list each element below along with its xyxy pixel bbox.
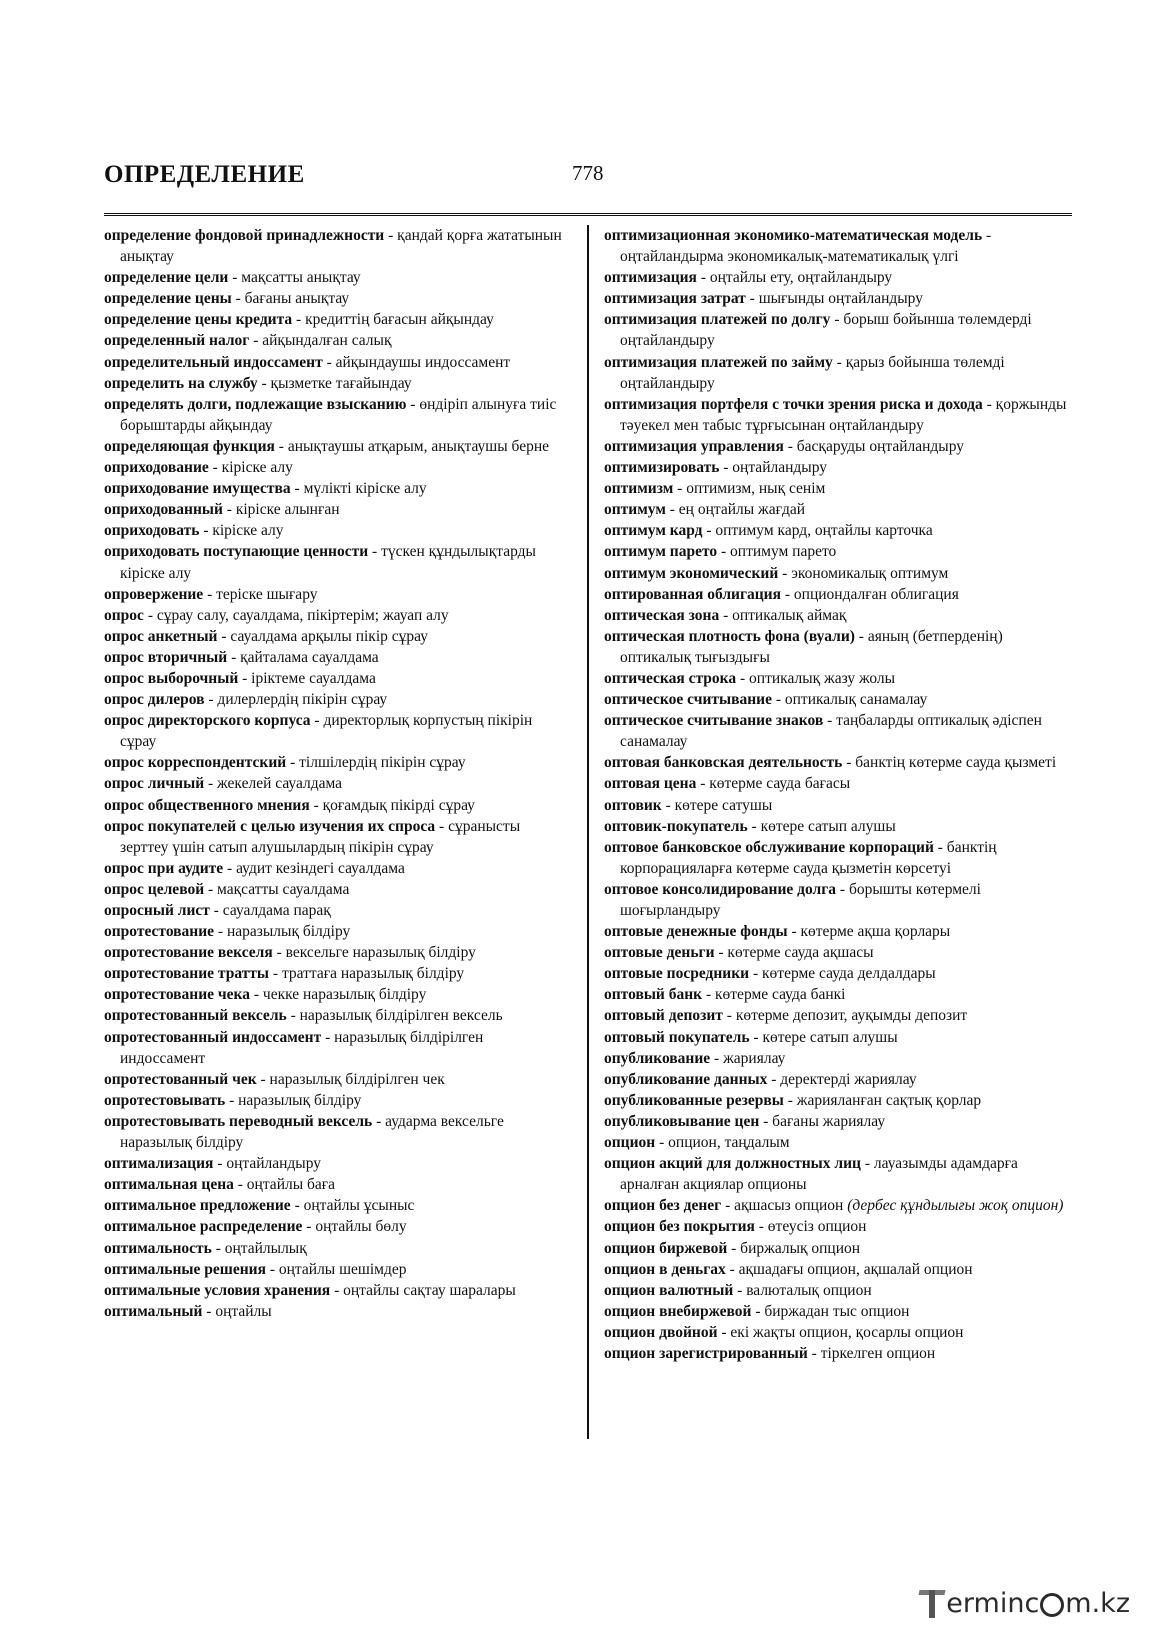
entry-term: оптовая банковская деятельность — [604, 754, 843, 772]
entry-term: опротестовывать — [104, 1091, 226, 1109]
entry-term: опрос корреспондентский — [104, 754, 287, 772]
entry-definition: - лауазымды адамдарға арналған акциялар опционы — [620, 1155, 1018, 1194]
dictionary-entry — [604, 309, 1072, 351]
entry-definition: - айқындалған салық — [249, 332, 392, 350]
entry-term: оптимум — [604, 501, 666, 519]
entry-term: оптимальное предложение — [104, 1197, 291, 1215]
entry-definition: - оңтайлылық — [211, 1239, 307, 1257]
entry-definition: - траттаға наразылық білдіру — [269, 965, 465, 983]
entry-definition: - жарияланған сақтық қорлар — [783, 1091, 982, 1109]
dictionary-entry — [104, 900, 570, 921]
entry-definition: - сұрау салу, сауалдама, пікіртерім; жауап алу — [143, 606, 449, 624]
entry-definition: - оңтайландыру — [719, 459, 827, 477]
entry-term: оптимальный — [104, 1302, 203, 1320]
entry-term: определение фондовой принадлежности — [104, 227, 385, 244]
entry-term: оприходовать поступающие ценности — [104, 543, 369, 561]
entry-definition: - оңтайлы бөлу — [302, 1218, 407, 1236]
entry-term: опротестованный индоссамент — [104, 1028, 322, 1046]
entry-term: опцион без покрытия — [604, 1218, 755, 1236]
dictionary-entry — [604, 1259, 1072, 1280]
entry-definition: - оңтайлы баға — [233, 1176, 336, 1194]
dictionary-entry — [604, 1343, 1072, 1364]
dictionary-entry — [604, 1132, 1072, 1153]
entry-term: оптимизация затрат — [604, 290, 746, 308]
entry-term: опротестование чека — [104, 986, 250, 1004]
entry-definition: - сауалдама арқылы пікір сұрау — [217, 627, 428, 645]
dictionary-entry — [104, 225, 570, 267]
entry-definition: - мүлікті кіріске алу — [290, 480, 427, 498]
entry-term: опрос общественного мнения — [104, 796, 310, 814]
entry-term: оптовик — [604, 796, 662, 814]
entry-definition: - мақсатты анықтау — [228, 269, 361, 287]
entry-term: опротестование векселя — [104, 944, 273, 962]
dictionary-entry — [604, 1280, 1072, 1301]
entry-term: оптическая строка — [604, 669, 737, 687]
entry-definition: - оңтайлы ету, оңтайландыру — [696, 269, 893, 287]
dictionary-entry — [104, 879, 570, 900]
dictionary-entry — [104, 605, 570, 626]
entry-term: опровержение — [104, 585, 204, 603]
entry-term: опрос покупателей с целью изучения их спроса — [104, 817, 436, 835]
entry-term: опубликование данных — [604, 1070, 768, 1088]
entry-definition: - наразылық білдіру — [214, 923, 351, 941]
entry-term: опросный лист — [104, 902, 210, 919]
dictionary-entry — [104, 963, 570, 984]
entry-term: определить на службу — [104, 374, 258, 392]
entry-definition: - іріктеме сауалдама — [238, 669, 376, 687]
entry-definition: - қарыз бойынша төлемді оңтайландыру — [620, 353, 1005, 392]
entry-term: оптимальные решения — [104, 1260, 266, 1278]
dictionary-entry — [604, 1069, 1072, 1090]
dictionary-entry — [604, 457, 1072, 478]
entry-definition: - борыш бойынша төлемдерді оңтайландыру — [620, 311, 1032, 350]
dictionary-entry — [604, 436, 1072, 457]
entry-definition: - басқаруды оңтайландыру — [783, 437, 965, 455]
entry-term: оприходовать — [104, 522, 200, 540]
entry-term: опротестование — [104, 923, 215, 941]
dictionary-entry — [104, 330, 570, 351]
dictionary-entry — [604, 1027, 1072, 1048]
entry-term: оптовая цена — [604, 775, 697, 793]
entry-term: оптическое считывание — [604, 691, 772, 709]
dictionary-entry — [104, 1259, 570, 1280]
dictionary-entry — [604, 1216, 1072, 1237]
entry-definition: - оңтайлы — [202, 1302, 272, 1320]
entry-definition: - көтере сатушы — [661, 796, 773, 814]
dictionary-entry — [604, 668, 1072, 689]
dictionary-entry — [104, 394, 570, 436]
entry-definition: - оптикалық санамалау — [771, 691, 928, 709]
entry-term: оптовое банковское обслуживание корпораций — [604, 838, 934, 856]
entry-definition: - түскен құндылықтарды кіріске алу — [120, 543, 536, 582]
entry-term: оптовый покупатель — [604, 1028, 750, 1046]
dictionary-entry — [604, 837, 1072, 879]
entry-term: опрос — [104, 606, 144, 624]
running-head: ОПРЕДЕЛЕНИЕ — [104, 161, 305, 188]
dictionary-entry — [604, 394, 1072, 436]
entry-definition: - тіркелген опцион — [807, 1344, 936, 1362]
dictionary-entry — [604, 626, 1072, 668]
entry-definition: - кіріске алынған — [222, 501, 340, 519]
entry-definition: - оптикалық жазу жолы — [736, 669, 896, 687]
entry-term: оптовые деньги — [604, 944, 715, 962]
dictionary-entry — [104, 1153, 570, 1174]
entry-definition: - экономикалық оптимум — [778, 564, 949, 582]
dictionary-entry — [604, 984, 1072, 1005]
entry-definition: - екі жақты опцион, қосарлы опцион — [717, 1323, 964, 1341]
dictionary-entry — [104, 1216, 570, 1237]
entry-term: опрос личный — [104, 775, 205, 793]
dictionary-entry — [604, 710, 1072, 752]
entry-term: оптическое считывание знаков — [604, 712, 824, 730]
entry-definition: - бағаны анықтау — [231, 290, 350, 308]
entry-definition: - жекелей сауалдама — [204, 775, 343, 793]
dictionary-entry — [104, 288, 570, 309]
entry-definition: - қызметке тағайындау — [257, 374, 412, 392]
entry-definition: - опцион, таңдалым — [655, 1134, 790, 1152]
entry-definition: - кредиттің бағасын айқындау — [292, 311, 494, 329]
dictionary-entry — [604, 605, 1072, 626]
entry-definition: - деректерді жариялау — [767, 1070, 917, 1088]
entry-definition: - чекке наразылық білдіру — [250, 986, 427, 1004]
entry-definition: - бағаны жариялау — [759, 1112, 886, 1130]
entry-definition: - ақшасыз опцион — [721, 1197, 848, 1215]
dictionary-entry — [104, 942, 570, 963]
entry-term: определять долги, подлежащие взысканию — [104, 395, 407, 413]
entry-definition: - наразылық білдірілген чек — [256, 1070, 445, 1088]
entry-term: оптимум парето — [604, 543, 718, 561]
entry-term: оптимизация портфеля с точки зрения риска и дохода — [604, 395, 983, 413]
entry-term: оприходование — [104, 459, 209, 477]
entry-definition: - сауалдама парақ — [209, 902, 331, 919]
dictionary-entry — [604, 1322, 1072, 1343]
dictionary-entry — [104, 1005, 570, 1026]
entry-definition: - наразылық білдірілген вексель — [286, 1007, 503, 1025]
dictionary-entry — [104, 1174, 570, 1195]
dictionary-entry — [104, 373, 570, 394]
dictionary-entry — [604, 689, 1072, 710]
entry-definition: - вексельге наразылық білдіру — [272, 944, 476, 962]
dictionary-entry — [604, 921, 1072, 942]
entry-definition: - оптимизм, нық сенім — [673, 480, 826, 498]
dictionary-entry — [604, 352, 1072, 394]
dictionary-entry — [604, 1111, 1072, 1132]
entry-definition: - аударма вексельге наразылық білдіру — [120, 1112, 504, 1152]
entry-definition: - шығынды оңтайландыру — [745, 290, 923, 308]
dictionary-entry — [104, 1111, 570, 1153]
entry-definition: - оңтайландырма экономикалық-математикалық үлгі — [620, 227, 992, 266]
entry-term: опротестованный чек — [104, 1070, 257, 1088]
entry-term: опубликование — [604, 1049, 711, 1067]
left-column — [104, 225, 570, 1322]
dictionary-entry — [604, 752, 1072, 773]
entry-term: оптимизм — [604, 480, 674, 498]
entry-term: опцион двойной — [604, 1323, 718, 1341]
dictionary-entry — [104, 858, 570, 879]
entry-term: оптимальная цена — [104, 1176, 234, 1194]
entry-term: оптимизация — [604, 269, 697, 287]
dictionary-entry — [104, 626, 570, 647]
entry-definition: - теріске шығару — [203, 585, 318, 603]
entry-definition: - ең оңтайлы жағдай — [665, 501, 806, 519]
entry-definition: - өндіріп алынуға тиіс борыштарды айқындау — [120, 395, 557, 434]
entry-definition: - наразылық білдіру — [225, 1091, 362, 1109]
entry-definition: - көтерме сауда банкі — [702, 986, 846, 1004]
entry-term: оптимизация платежей по долгу — [604, 311, 831, 329]
entry-term: оптовые денежные фонды — [604, 923, 788, 941]
entry-definition: - аудит кезіндегі сауалдама — [223, 859, 405, 877]
dictionary-entry — [104, 520, 570, 541]
entry-definition: - көтере сатып алушы — [749, 1028, 898, 1046]
entry-definition: - анықтаушы атқарым, анықтаушы берне — [274, 437, 550, 455]
entry-definition: - дилерлердің пікірін сұрау — [204, 691, 388, 709]
entry-note: (дербес құндылығы жоқ опцион) — [847, 1197, 1064, 1215]
entry-definition: - мақсатты сауалдама — [204, 880, 350, 898]
right-column — [604, 225, 1072, 1364]
entry-definition: - оңтайлы сақтау шаралары — [330, 1281, 516, 1299]
entry-term: опротестование тратты — [104, 965, 270, 983]
dictionary-entry — [604, 563, 1072, 584]
entry-definition: - кіріске алу — [208, 459, 293, 477]
dictionary-entry — [104, 436, 570, 457]
entry-definition: - қайталама сауалдама — [227, 648, 379, 666]
dictionary-entry — [104, 668, 570, 689]
entry-term: опцион без денег — [604, 1197, 722, 1215]
entry-term: определение цены кредита — [104, 311, 293, 329]
entry-definition: - қоржынды тәуекел мен табыс тұрғысынан оңтайландыру — [620, 395, 1067, 434]
dictionary-entry — [104, 1238, 570, 1259]
dictionary-entry — [104, 816, 570, 858]
dictionary-entry — [104, 921, 570, 942]
watermark-prefix: ermin — [946, 1587, 1025, 1619]
entry-definition: - опциондалған облигация — [780, 585, 959, 603]
dictionary-entry — [604, 288, 1072, 309]
entry-term: оптимизационная экономико-математическая модель — [604, 227, 983, 244]
entry-term: опубликовывание цен — [604, 1112, 760, 1130]
dictionary-entry — [104, 1027, 570, 1069]
dictionary-entry — [604, 795, 1072, 816]
entry-term: оприходование имущества — [104, 480, 291, 498]
entry-definition: - оңтайландыру — [213, 1155, 322, 1173]
entry-term: оптимизация платежей по займу — [604, 353, 833, 371]
dictionary-entry — [104, 773, 570, 794]
entry-term: опцион — [604, 1134, 656, 1152]
dictionary-entry — [104, 752, 570, 773]
termincom-t-icon — [919, 1586, 945, 1620]
dictionary-entry — [604, 816, 1072, 837]
dictionary-entry — [604, 1090, 1072, 1111]
dictionary-entry — [604, 541, 1072, 562]
entry-term: оптовые посредники — [604, 965, 750, 983]
dictionary-entry — [104, 984, 570, 1005]
entry-term: опцион внебиржевой — [604, 1302, 752, 1320]
entry-definition: - көтерме сауда ақшасы — [714, 944, 874, 962]
dictionary-entry — [604, 773, 1072, 794]
dictionary-entry — [104, 478, 570, 499]
entry-definition: - қандай қорға жататынын анықтау — [120, 227, 562, 266]
entry-term: оптимум экономический — [604, 564, 779, 582]
entry-definition: - оңтайлы шешімдер — [265, 1260, 407, 1278]
entry-term: опцион акций для должностных лиц — [604, 1155, 861, 1173]
dictionary-entry — [604, 499, 1072, 520]
dictionary-entry — [104, 541, 570, 583]
column-divider — [587, 225, 589, 1439]
entry-definition: - көтере сатып алушы — [747, 817, 896, 835]
entry-term: определенный налог — [104, 332, 250, 350]
entry-term: оптимальность — [104, 1239, 212, 1257]
entry-term: оптимум кард — [604, 522, 703, 540]
entry-term: оптическая плотность фона (вуали) — [604, 627, 855, 645]
dictionary-entry — [604, 1195, 1072, 1216]
watermark-suffix: m.kz — [1065, 1587, 1130, 1619]
entry-term: опрос анкетный — [104, 627, 218, 645]
entry-definition: - кіріске алу — [199, 522, 284, 540]
dictionary-entry — [604, 963, 1072, 984]
dictionary-entry — [104, 584, 570, 605]
entry-term: опрос директорского корпуса — [104, 712, 311, 730]
entry-definition: - ақшадағы опцион, ақшалай опцион — [725, 1260, 973, 1278]
entry-definition: - биржадан тыс опцион — [751, 1302, 910, 1320]
entry-definition: - директорлық корпустың пікірін сұрау — [120, 712, 533, 751]
entry-definition: - өтеусіз опцион — [754, 1218, 867, 1236]
dictionary-entry — [604, 478, 1072, 499]
entry-term: оптированная облигация — [604, 585, 781, 603]
dictionary-entry — [604, 1301, 1072, 1322]
entry-definition: - жариялау — [710, 1049, 786, 1067]
entry-term: опрос дилеров — [104, 691, 205, 709]
dictionary-entry — [104, 710, 570, 752]
entry-term: опрос вторичный — [104, 648, 228, 666]
dictionary-entry — [104, 1301, 570, 1322]
dictionary-entry — [604, 942, 1072, 963]
dictionary-entry — [604, 1005, 1072, 1026]
entry-term: опцион в деньгах — [604, 1260, 726, 1278]
entry-definition: - сұранысты зерттеу үшін сатып алушылардың пікірін сұрау — [120, 817, 521, 856]
dictionary-entry — [104, 352, 570, 373]
watermark-c: c — [1024, 1587, 1040, 1619]
entry-definition: - аяның (бетперденің) оптикалық тығыздығы — [620, 627, 1003, 666]
page-header — [104, 155, 1072, 216]
entry-definition: - оптикалық аймақ — [719, 606, 847, 624]
entry-definition: - наразылық білдірілген индоссамент — [120, 1028, 484, 1067]
entry-term: опрос выборочный — [104, 669, 239, 687]
entry-term: оптимизировать — [604, 459, 720, 477]
entry-term: определяющая функция — [104, 437, 275, 455]
entry-term: опцион валютный — [604, 1281, 734, 1299]
dictionary-entry — [104, 267, 570, 288]
entry-definition: - банктің көтерме сауда қызметі — [842, 754, 1057, 772]
entry-term: оптовый банк — [604, 986, 703, 1004]
page-number: 778 — [572, 161, 604, 185]
entry-term: определительный индоссамент — [104, 353, 323, 371]
dictionary-entry — [104, 1195, 570, 1216]
entry-term: оптическая зона — [604, 606, 720, 624]
dictionary-entry — [104, 1090, 570, 1111]
entry-term: опротестовывать переводный вексель — [104, 1112, 373, 1130]
dictionary-entry — [104, 457, 570, 478]
dictionary-entry — [604, 879, 1072, 921]
entry-definition: - көтерме ақша қорлары — [787, 923, 951, 941]
entry-definition: - қоғамдық пікірді сұрау — [309, 796, 475, 814]
dictionary-entry — [104, 689, 570, 710]
entry-term: опубликованные резервы — [604, 1091, 784, 1109]
entry-definition: - айқындаушы индоссамент — [322, 353, 511, 371]
entry-definition: - валюталық опцион — [733, 1281, 872, 1299]
dictionary-entry — [104, 647, 570, 668]
dictionary-entry — [104, 795, 570, 816]
entry-definition: - борышты көтермелі шоғырландыру — [620, 880, 981, 919]
termincom-o-icon — [1040, 1593, 1064, 1617]
entry-term: оптовое консолидирование долга — [604, 880, 837, 898]
entry-term: оптимальные условия хранения — [104, 1281, 331, 1299]
dictionary-entry — [604, 1153, 1072, 1195]
entry-term: оприходованный — [104, 501, 223, 519]
entry-definition: - көтерме сауда делдалдары — [749, 965, 936, 983]
entry-term: определение цены — [104, 290, 232, 308]
entry-definition: - оптимум кард, оңтайлы карточка — [702, 522, 933, 540]
entry-term: опцион биржевой — [604, 1239, 728, 1257]
entry-definition: - көтерме депозит, ауқымды депозит — [722, 1007, 968, 1025]
dictionary-entry — [604, 1048, 1072, 1069]
entry-definition: - оңтайлы ұсыныс — [290, 1197, 415, 1215]
dictionary-entry — [604, 1238, 1072, 1259]
entry-definition: - банктің корпорацияларға көтерме сауда қызметін көрсетуі — [620, 838, 997, 877]
dictionary-entry — [604, 584, 1072, 605]
dictionary-entry — [104, 1280, 570, 1301]
entry-term: оптимализация — [104, 1155, 214, 1173]
entry-term: оптовый депозит — [604, 1007, 723, 1025]
entry-term: определение цели — [104, 269, 229, 287]
entry-definition: - тілшілердің пікірін сұрау — [286, 754, 466, 772]
dictionary-entry — [604, 225, 1072, 267]
entry-term: опротестованный вексель — [104, 1007, 287, 1025]
entry-definition: - таңбаларды оптикалық әдіспен санамалау — [620, 712, 1042, 751]
entry-term: оптимальное распределение — [104, 1218, 303, 1236]
entry-term: оптимизация управления — [604, 437, 784, 455]
termincom-watermark — [919, 1583, 1130, 1623]
entry-term: опцион зарегистрированный — [604, 1344, 808, 1362]
entry-definition: - биржалық опцион — [727, 1239, 861, 1257]
dictionary-entry — [604, 267, 1072, 288]
entry-definition: - көтерме сауда бағасы — [696, 775, 851, 793]
dictionary-entry — [104, 1069, 570, 1090]
entry-definition: - оптимум парето — [717, 543, 837, 561]
entry-term: оптовик-покупатель — [604, 817, 748, 835]
dictionary-entry — [604, 520, 1072, 541]
entry-term: опрос целевой — [104, 880, 205, 898]
entry-term: опрос при аудите — [104, 859, 224, 877]
dictionary-entry — [104, 499, 570, 520]
dictionary-entry — [104, 309, 570, 330]
